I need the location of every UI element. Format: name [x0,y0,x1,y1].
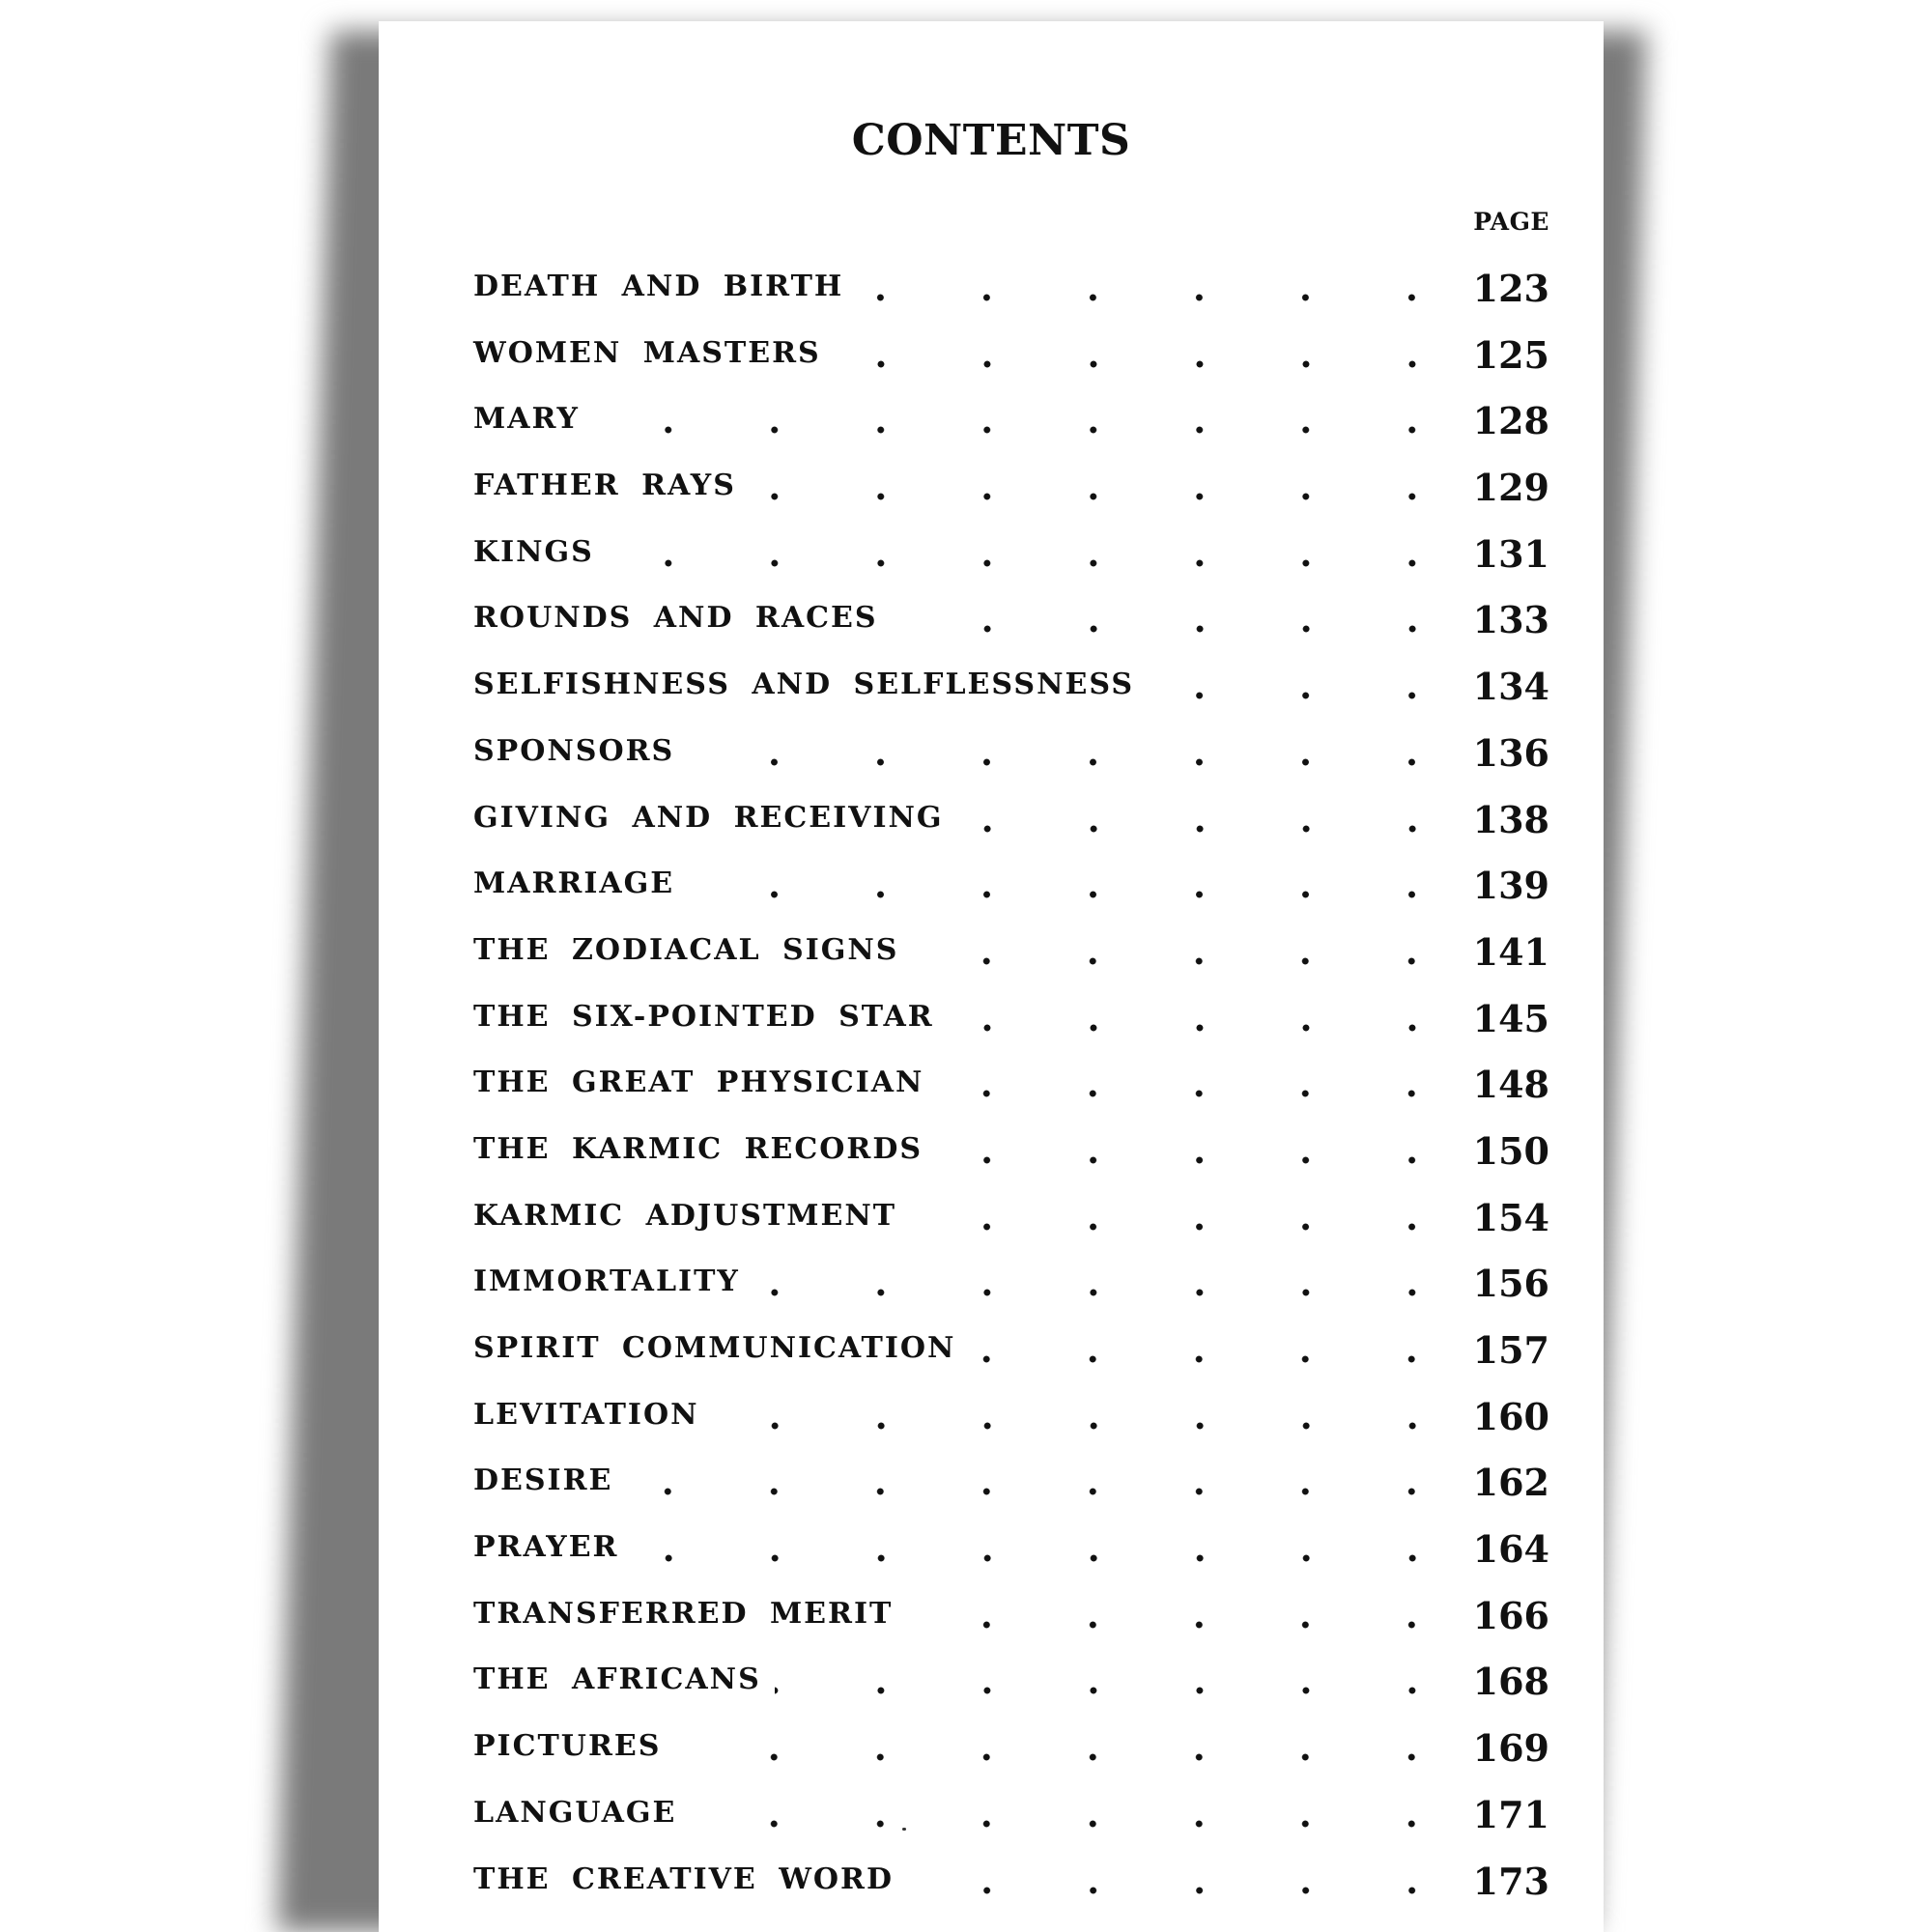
toc-entry-title: TRANSFERRED MERIT [473,1597,898,1632]
toc-entry-title: DEATH AND BIRTH [473,270,849,304]
toc-entry [473,1859,1549,1929]
toc-entry-title: SPONSORS [473,734,680,769]
toc-entry-title: THE AFRICANS [473,1662,767,1697]
dot-leader [713,1398,1465,1433]
toc-entry [473,1593,1549,1663]
toc-entry-page: 131 [1472,531,1549,576]
toc-entry-page: 156 [1472,1262,1549,1306]
page-title: CONTENTS [851,116,1131,165]
toc-entry-title: DESIRE [473,1463,618,1498]
toc-entry [473,1662,1549,1729]
toc-entry-page: 134 [1472,665,1549,709]
toc-entry-title: THE SIX-POINTED STAR [473,1000,940,1035]
toc-entry-page: 157 [1472,1328,1549,1372]
toc-entry [473,864,1549,933]
toc-entry-title: THE GREAT PHYSICIAN [473,1065,929,1100]
toc-entry-title: ROUNDS AND RACES [473,601,884,636]
toc-entry-title: THE CREATIVE WORD [473,1862,899,1897]
dot-leader [688,867,1465,901]
toc-entry [473,797,1549,867]
toc-entry-title: SELFISHNESS AND SELFLESSNESS [473,668,1140,702]
toc-entry-title: LANGUAGE [473,1796,682,1831]
dot-leader [957,801,1465,836]
dot-leader [969,1331,1464,1366]
dot-leader [906,1597,1464,1632]
toc-entry-page: 168 [1472,1660,1549,1704]
toc-entry [473,1195,1549,1265]
toc-entry [473,665,1549,734]
toc-entry [473,1463,1549,1530]
dot-leader [892,601,1465,636]
dot-leader [690,1796,1464,1831]
dot-leader [753,1264,1465,1299]
dot-leader [907,1862,1465,1897]
dot-leader [948,1000,1465,1035]
dot-leader [857,270,1464,304]
toc-entry-page: 164 [1472,1527,1549,1572]
scanned-page [379,21,1604,1932]
toc-entry-title: GIVING AND RECEIVING [473,801,950,836]
toc-entry [473,929,1549,1000]
toc-entry-page: 154 [1472,1195,1549,1239]
toc-entry-title: MARRIAGE [473,867,680,901]
toc-entry-page: 145 [1472,996,1549,1040]
toc-entry-page: 160 [1472,1394,1549,1438]
toc-entry [473,1065,1549,1132]
toc-entry [473,1792,1549,1862]
toc-entry-page: 128 [1472,399,1549,443]
dot-leader [1148,668,1465,702]
dot-leader [936,1132,1465,1167]
toc-entry [473,399,1549,469]
toc-entry-page: 173 [1472,1859,1549,1903]
dot-leader [608,535,1465,570]
toc-entry [473,466,1549,535]
dot-leader [937,1065,1464,1100]
dot-leader [910,1199,1465,1234]
dot-leader [835,336,1465,371]
toc-entry-title: WOMEN MASTERS [473,336,827,371]
toc-entry-title: PRAYER [473,1530,625,1565]
toc-entry-title: FATHER RAYS [473,469,742,503]
toc-entry-page: 139 [1472,864,1549,908]
toc-entry-page: 125 [1472,332,1549,377]
toc-entry [473,730,1549,801]
toc-entry [473,1328,1549,1398]
toc-entry-page: 138 [1472,797,1549,841]
toc-entry-page: 171 [1472,1792,1549,1836]
dot-leader [674,1729,1464,1764]
toc-entry [473,1726,1549,1796]
toc-entry-title: IMMORTALITY [473,1264,746,1299]
page-column-header: PAGE [1473,208,1549,236]
toc-entry-page: 148 [1472,1063,1549,1107]
dot-leader [750,469,1465,503]
toc-entry [473,598,1549,668]
table-of-contents [473,267,1549,1928]
toc-entry-title: LEVITATION [473,1398,705,1433]
toc-entry-page: 169 [1472,1726,1549,1771]
dot-leader [633,1530,1465,1565]
toc-entry-page: 166 [1472,1593,1549,1637]
dot-leader [688,734,1464,769]
toc-entry-title: KINGS [473,535,600,570]
toc-entry [473,1264,1549,1331]
toc-entry-title: PICTURES [473,1729,667,1764]
toc-entry-title: MARY [473,402,585,437]
toc-entry [473,332,1549,403]
toc-entry-page: 150 [1472,1128,1549,1173]
dot-leader [593,402,1465,437]
toc-entry [473,996,1549,1066]
toc-entry-page: 123 [1472,267,1549,310]
toc-entry-page: 141 [1472,929,1549,974]
toc-entry [473,1394,1549,1464]
toc-entry [473,531,1549,602]
toc-entry-title: THE KARMIC RECORDS [473,1132,928,1167]
dot-leader [912,933,1464,968]
toc-entry-title: SPIRIT COMMUNICATION [473,1331,961,1366]
toc-entry [473,1128,1549,1199]
toc-entry [473,1527,1549,1597]
toc-entry [473,267,1549,336]
toc-entry-page: 162 [1472,1461,1549,1505]
toc-entry-page: 133 [1472,598,1549,642]
toc-entry-title: KARMIC ADJUSTMENT [473,1199,902,1234]
toc-entry-title: THE ZODIACAL SIGNS [473,933,904,968]
toc-entry-page: 136 [1472,730,1549,775]
dot-leader [775,1662,1465,1697]
dot-leader [626,1463,1464,1498]
toc-entry-page: 129 [1472,466,1549,510]
